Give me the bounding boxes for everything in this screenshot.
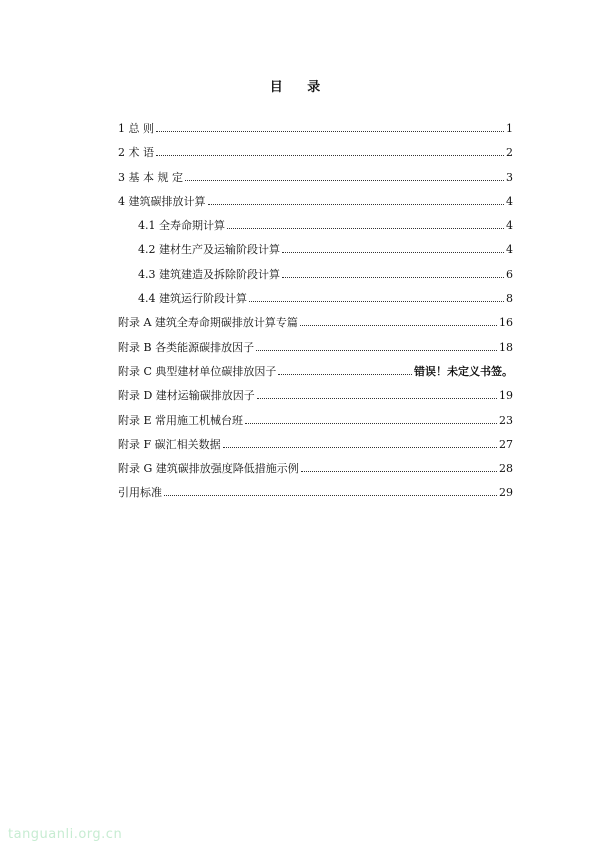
toc-dot-leader bbox=[300, 325, 497, 326]
toc-entry[interactable] bbox=[118, 146, 513, 170]
toc-entry[interactable] bbox=[118, 316, 513, 340]
toc-entry[interactable] bbox=[118, 195, 513, 219]
toc-entry-label: 附录 A 建筑全寿命期碳排放计算专篇 bbox=[118, 316, 298, 330]
toc-entry-label: 4.4 建筑运行阶段计算 bbox=[138, 292, 247, 306]
toc-dot-leader bbox=[164, 495, 497, 496]
toc-entry[interactable] bbox=[118, 292, 513, 316]
toc-entry-page-number: 4 bbox=[506, 219, 513, 233]
toc-entry-page-number: 8 bbox=[506, 292, 513, 306]
toc-dot-leader bbox=[257, 398, 497, 399]
toc-entry-label: 3 基 本 规 定 bbox=[118, 170, 183, 184]
toc-entry-label: 附录 B 各类能源碳排放因子 bbox=[118, 340, 255, 354]
toc-entry-label: 附录 E 常用施工机械台班 bbox=[118, 413, 244, 427]
toc-dot-leader bbox=[278, 374, 412, 375]
toc-entry-page-number: 28 bbox=[499, 462, 513, 476]
toc-entry-label: 附录 C 典型建材单位碳排放因子 bbox=[118, 364, 277, 378]
toc-entry-page-number: 4 bbox=[506, 243, 513, 257]
toc-entry[interactable] bbox=[118, 438, 513, 462]
toc-entry[interactable] bbox=[118, 341, 513, 365]
toc-dot-leader bbox=[227, 228, 504, 229]
toc-entry[interactable] bbox=[118, 268, 513, 292]
toc-entry[interactable] bbox=[118, 219, 513, 243]
toc-entry[interactable] bbox=[118, 243, 513, 267]
toc-entry-page-number: 1 bbox=[506, 122, 513, 135]
toc-entry-label: 附录 G 建筑碳排放强度降低措施示例 bbox=[118, 462, 299, 476]
toc-entry[interactable] bbox=[118, 486, 513, 510]
toc-dot-leader bbox=[223, 447, 497, 448]
table-of-contents bbox=[118, 122, 513, 511]
toc-dot-leader bbox=[245, 423, 497, 424]
toc-entry-page-number: 3 bbox=[506, 170, 513, 184]
toc-dot-leader bbox=[249, 301, 504, 302]
toc-entry-page-number: 16 bbox=[499, 316, 513, 330]
toc-dot-leader bbox=[282, 252, 504, 253]
toc-entry-label: 附录 D 建材运输碳排放因子 bbox=[118, 389, 255, 403]
toc-entry[interactable] bbox=[118, 462, 513, 486]
toc-entry-label: 4.1 全寿命期计算 bbox=[138, 219, 225, 233]
toc-entry[interactable] bbox=[118, 365, 513, 389]
toc-entry-label: 引用标准 bbox=[118, 486, 162, 500]
toc-dot-leader bbox=[256, 350, 497, 351]
toc-entry-page-number: 18 bbox=[499, 340, 513, 354]
toc-entry-page-number: 23 bbox=[499, 413, 513, 427]
toc-entry[interactable] bbox=[118, 414, 513, 438]
toc-dot-leader bbox=[156, 155, 504, 156]
toc-title: 目 录 bbox=[269, 80, 331, 95]
toc-entry-page-number: 27 bbox=[499, 437, 513, 451]
toc-entry[interactable] bbox=[118, 122, 513, 146]
toc-entry-error-text: 错误！未定义书签。 bbox=[414, 364, 513, 378]
toc-entry-page-number: 6 bbox=[506, 267, 513, 281]
toc-entry-page-number: 2 bbox=[506, 146, 513, 160]
toc-entry-page-number: 4 bbox=[506, 194, 513, 208]
toc-dot-leader bbox=[282, 277, 504, 278]
toc-entry-page-number: 19 bbox=[499, 389, 513, 403]
toc-entry-label: 附录 F 碳汇相关数据 bbox=[118, 437, 221, 451]
toc-dot-leader bbox=[185, 180, 504, 181]
toc-entry-label: 4.3 建筑建造及拆除阶段计算 bbox=[138, 267, 280, 281]
toc-dot-leader bbox=[301, 471, 497, 472]
toc-entry-label: 2 术 语 bbox=[118, 146, 154, 160]
toc-dot-leader bbox=[208, 204, 505, 205]
toc-entry[interactable] bbox=[118, 171, 513, 195]
toc-dot-leader bbox=[156, 131, 504, 132]
toc-entry-label: 4.2 建材生产及运输阶段计算 bbox=[138, 243, 280, 257]
toc-entry-label: 4 建筑碳排放计算 bbox=[118, 194, 206, 208]
toc-entry-page-number: 29 bbox=[499, 486, 513, 500]
toc-entry[interactable] bbox=[118, 389, 513, 413]
watermark: tanguanli.org.cn bbox=[8, 827, 123, 842]
toc-entry-label: 1 总 则 bbox=[118, 122, 154, 135]
